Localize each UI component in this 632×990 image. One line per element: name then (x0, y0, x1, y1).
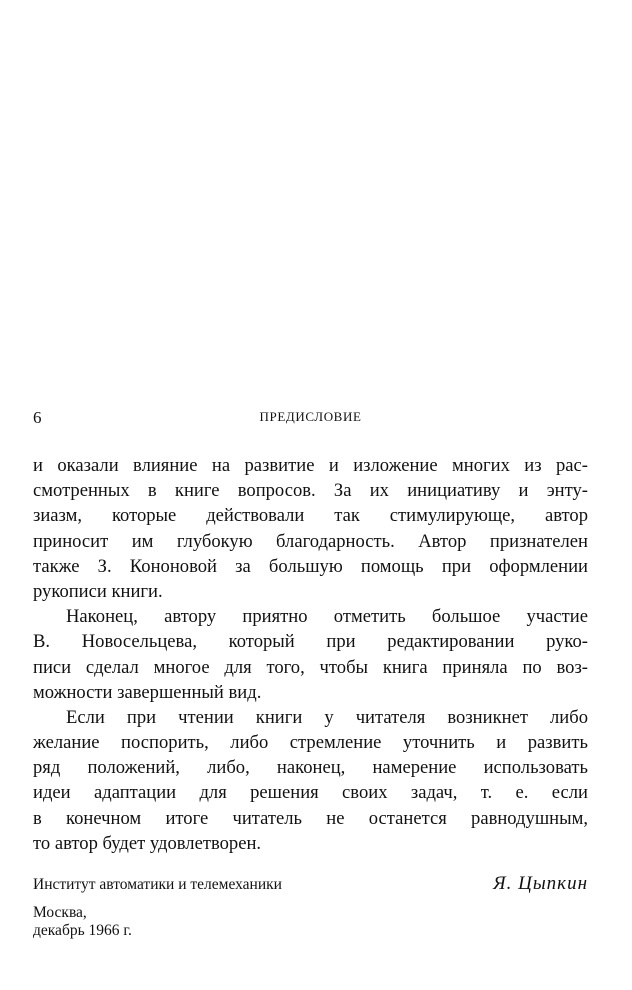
running-title: ПРЕДИСЛОВИЕ (259, 409, 362, 424)
text-line: в конечном итоге читатель не останется равнодушным, (33, 807, 588, 829)
city: Москва, (33, 904, 87, 921)
text-line: смотренных в книге вопросов. За их инициативу и энту- (33, 480, 588, 502)
text-line: приносит им глубокую благодарность. Автор признателен (33, 530, 588, 552)
text-line: идеи адаптации для решения своих задач, т. е. если (33, 782, 588, 804)
paragraph-3 (33, 705, 588, 856)
place-and-date (33, 904, 132, 940)
paragraph-2 (33, 604, 588, 705)
institute-name: Институт автоматики и телемеханики (33, 876, 282, 893)
book-page (33, 0, 588, 990)
text-line: Наконец, автору приятно отметить большое участие (66, 606, 588, 628)
text-line: рукописи книги. (33, 580, 163, 602)
text-line: В. Новосельцева, который при редактировании руко- (33, 631, 588, 653)
text-line: зиазм, которые действовали так стимулирующе, автор (33, 505, 588, 527)
body-text (33, 453, 588, 856)
text-line: можности завершенный вид. (33, 681, 262, 703)
paragraph-1 (33, 453, 588, 604)
author-name: Я. Цыпкин (493, 873, 588, 894)
text-line: и оказали влияние на развитие и изложение многих из рас- (33, 455, 588, 476)
text-line: также З. Кононовой за большую помощь при оформлении (33, 555, 588, 577)
page-header (33, 406, 588, 430)
page-number: 6 (33, 408, 42, 427)
text-line: желание поспорить, либо стремление уточнить и развить (33, 732, 588, 754)
text-line: Если при чтении книги у читателя возникнет либо (66, 706, 588, 728)
date: декабрь 1966 г. (33, 922, 132, 939)
text-line: ряд положений, либо, наконец, намерение использовать (33, 757, 588, 779)
text-line: писи сделал многое для того, чтобы книга приняла по воз- (33, 656, 588, 678)
text-line: то автор будет удовлетворен. (33, 832, 262, 854)
